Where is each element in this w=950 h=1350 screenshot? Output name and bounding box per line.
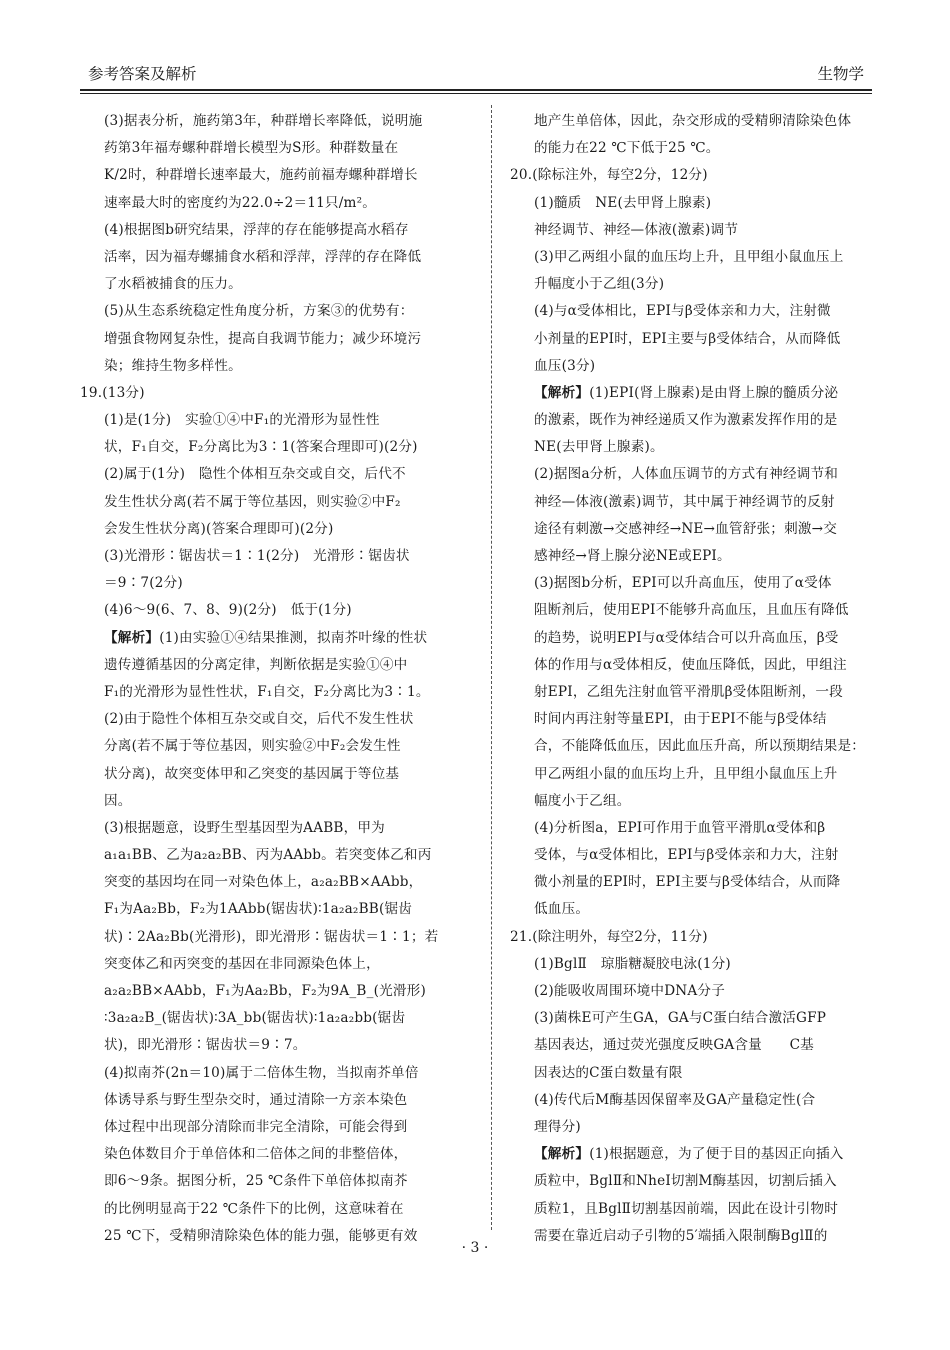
text-line: 的比例明显高于22 ℃条件下的比例，这意味着在 — [104, 1200, 404, 1217]
text-line: 分离(若不属于等位基因，则实验②中F₂会发生性 — [104, 738, 401, 755]
text-line: 途径有刺激→交感神经→NE→血管舒张；刺激→交 — [534, 520, 838, 537]
text-line: 状分离)，故突变体甲和乙突变的基因属于等位基 — [104, 765, 400, 782]
text-line: 时间内再注射等量EPI，由于EPI不能与β受体结 — [534, 711, 827, 728]
text-line: (2)属于(1分) 隐性个体相互杂交或自交，后代不 — [104, 466, 406, 483]
text-line: 速率最大时的密度约为22.0÷2＝11只/m²。 — [104, 194, 377, 211]
text-line: (4)根据图b研究结果，浮萍的存在能够提高水稻存 — [104, 221, 409, 238]
text-line: (2)由于隐性个体相互杂交或自交，后代不发生性状 — [104, 711, 414, 728]
left-column — [80, 108, 468, 1250]
text-line: 发生性状分离(若不属于等位基因，则实验②中F₂ — [104, 493, 401, 510]
text-line: F₁为Aa₂Bb，F₂为1AAbb(锯齿状)∶1a₂a₂BB(锯齿 — [104, 901, 413, 918]
text-line: 低血压。 — [534, 901, 590, 918]
text-line: (4)分析图a，EPI可作用于血管平滑肌α受体和β — [534, 819, 826, 836]
text-line: 药第3年福寿螺种群增长模型为S形。种群数量在 — [104, 140, 399, 157]
text-line: 了水稻被捕食的压力。 — [104, 276, 242, 293]
text-line: (3)据表分析，施药第3年，种群增长率降低，说明施 — [104, 113, 423, 129]
text-line: (1)是(1分) 实验①④中F₁的光滑形为显性性 — [104, 412, 380, 429]
text-line: (3)光滑形∶锯齿状＝1∶1(2分) 光滑形∶锯齿状 — [104, 548, 410, 564]
text-line: 射EPI，乙组先注射血管平滑肌β受体阻断剂，一段 — [534, 683, 843, 700]
text-line: K/2时，种群增长速率最大，施药前福寿螺种群增长 — [104, 167, 418, 184]
text-line: (1)髓质 NE(去甲肾上腺素) — [534, 194, 712, 211]
text-line: 的趋势，说明EPI与α受体结合可以升高血压，β受 — [534, 629, 839, 646]
page-number: · 3 · — [461, 1240, 489, 1256]
column-divider — [491, 105, 492, 1230]
text-line: (3)菌株E可产生GA，GA与C蛋白结合激活GFP — [534, 1010, 827, 1027]
text-line: 因表达的C蛋白数量有限 — [534, 1064, 683, 1081]
page-header — [80, 60, 872, 92]
text-line: (1)BglⅡ 琼脂糖凝胶电泳(1分) — [534, 955, 731, 972]
text-line: 染色体数目介于单倍体和二倍体之间的非整倍体， — [104, 1146, 408, 1163]
text-line: 体诱导系与野生型杂交时，通过清除一方亲本染色 — [104, 1091, 408, 1108]
text-line: ＝9∶7(2分) — [104, 575, 183, 592]
text-line: (3)据图b分析，EPI可以升高血压，使用了α受体 — [534, 575, 832, 592]
text-line: 状，F₁自交，F₂分离比为3∶1(答案合理即可)(2分) — [104, 439, 418, 456]
text-line: 体的作用与α受体相反，使血压降低，因此，甲组注 — [534, 656, 847, 673]
text-line: 质粒1，且BglⅡ切割基因前端，因此在设计引物时 — [534, 1200, 839, 1217]
text-line: 的能力在22 ℃下低于25 ℃。 — [534, 140, 720, 157]
header-rule — [80, 89, 872, 91]
text-line: (3)甲乙两组小鼠的血压均上升，且甲组小鼠血压上 — [534, 248, 844, 265]
text-line: a₁a₁BB、乙为a₂a₂BB、丙为AAbb。若突变体乙和丙 — [104, 847, 432, 864]
text-line: a₂a₂BB×AAbb，F₁为Aa₂Bb，F₂为9A_B_(光滑形) — [104, 983, 426, 999]
text-line: 微小剂量的EPI时，EPI主要与β受体结合，从而降 — [534, 874, 841, 891]
text-line: (4)拟南芥(2n＝10)属于二倍体生物，当拟南芥单倍 — [104, 1064, 419, 1081]
text-line: 20.(除标注外，每空2分，12分) — [510, 167, 708, 184]
text-line: 【解析】(1)EPI(肾上腺素)是由肾上腺的髓质分泌 — [534, 384, 839, 401]
text-line: 合，不能降低血压，因此血压升高，所以预期结果是： — [534, 738, 866, 755]
text-line: 的激素，既作为神经递质又作为激素发挥作用的是 — [534, 412, 838, 429]
text-line: (2)据图a分析，人体血压调节的方式有神经调节和 — [534, 466, 839, 483]
text-line: 地产生单倍体，因此，杂交形成的受精卵清除染色体 — [534, 113, 852, 129]
text-line: 阻断剂后，使用EPI不能够升高血压，且血压有降低 — [534, 602, 849, 619]
text-line: 遗传遵循基因的分离定律，判断依据是实验①④中 — [104, 656, 408, 673]
text-line: 状)∶2Aa₂Bb(光滑形)，即光滑形∶锯齿状＝1∶1；若 — [104, 928, 439, 945]
text-line: 基因表达，通过荧光强度反映GA含量 C基 — [534, 1037, 814, 1054]
analysis-label: 【解析】 — [104, 629, 160, 646]
text-line: (5)从生态系统稳定性角度分析，方案③的优势有： — [104, 303, 414, 320]
text-line: 甲乙两组小鼠的血压均上升，且甲组小鼠血压上升 — [534, 765, 838, 782]
text-line: (4)传代后M酶基因保留率及GA产量稳定性(合 — [534, 1091, 816, 1108]
text-line: 需要在靠近启动子引物的5′端插入限制酶BglⅡ的 — [534, 1227, 828, 1244]
text-line: 神经—体液(激素)调节，其中属于神经调节的反射 — [534, 493, 835, 510]
text-line: 幅度小于乙组。 — [534, 792, 631, 809]
text-line: 理得分) — [534, 1118, 581, 1135]
text-line: 状)，即光滑形∶锯齿状＝9∶7。 — [104, 1037, 307, 1054]
header-title: 参考答案及解析 — [88, 65, 197, 83]
text-line: 质粒中，BglⅡ和NheⅠ切割M酶基因，切割后插入 — [534, 1173, 837, 1190]
text-line: ∶3a₂a₂B_(锯齿状)∶3A_bb(锯齿状)∶1a₂a₂bb(锯齿 — [104, 1010, 406, 1027]
text-line: (2)能吸收周围环境中DNA分子 — [534, 983, 726, 999]
header-subject: 生物学 — [817, 65, 864, 83]
text-line: 体过程中出现部分清除而非完全清除，可能会得到 — [104, 1118, 408, 1135]
text-line: 升幅度小于乙组(3分) — [534, 276, 665, 293]
text-line: 【解析】(1)根据题意，为了便于目的基因正向插入 — [534, 1146, 844, 1163]
text-line: 突变的基因均在同一对染色体上，a₂a₂BB×AAbb， — [104, 874, 423, 891]
text-line: 神经调节、神经—体液(激素)调节 — [534, 221, 739, 238]
text-line: 感神经→肾上腺分泌NE或EPI。 — [534, 548, 731, 564]
text-line: 突变体乙和丙突变的基因在非同源染色体上， — [104, 955, 380, 972]
text-line: 受体，与α受体相比，EPI与β受体亲和力大，注射 — [534, 847, 839, 864]
text-line: 小剂量的EPI时，EPI主要与β受体结合，从而降低 — [534, 330, 841, 347]
text-line: NE(去甲肾上腺素)。 — [534, 439, 664, 456]
text-line: 活率，因为福寿螺捕食水稻和浮萍，浮萍的存在降低 — [104, 248, 422, 265]
text-line: 即6～9条。据图分析，25 ℃条件下单倍体拟南芥 — [104, 1173, 408, 1190]
text-line: 会发生性状分离)(答案合理即可)(2分) — [104, 520, 334, 537]
right-column — [510, 108, 875, 1250]
text-line: 21.(除注明外，每空2分，11分) — [510, 928, 708, 945]
header-rule-thin — [80, 93, 872, 94]
text-line: 因。 — [104, 792, 132, 809]
text-line: (4)与α受体相比，EPI与β受体亲和力大，注射微 — [534, 303, 831, 320]
text-line: 增强食物网复杂性，提高自我调节能力；减少环境污 — [104, 330, 422, 347]
text-line: (3)根据题意，设野生型基因型为AABB，甲为 — [104, 819, 385, 836]
text-line: 血压(3分) — [534, 357, 596, 374]
analysis-label: 【解析】 — [534, 384, 590, 401]
text-line: 25 ℃下，受精卵清除染色体的能力强，能够更有效 — [104, 1227, 418, 1244]
text-line: 19.(13分) — [80, 384, 145, 401]
text-line: 【解析】(1)由实验①④结果推测，拟南芥叶缘的性状 — [104, 629, 428, 646]
analysis-label: 【解析】 — [534, 1146, 590, 1163]
text-line: (4)6～9(6、7、8、9)(2分) 低于(1分) — [104, 602, 352, 619]
text-line: 染；维持生物多样性。 — [104, 357, 242, 374]
text-line: F₁的光滑形为显性性状，F₁自交，F₂分离比为3∶1。 — [104, 683, 430, 700]
